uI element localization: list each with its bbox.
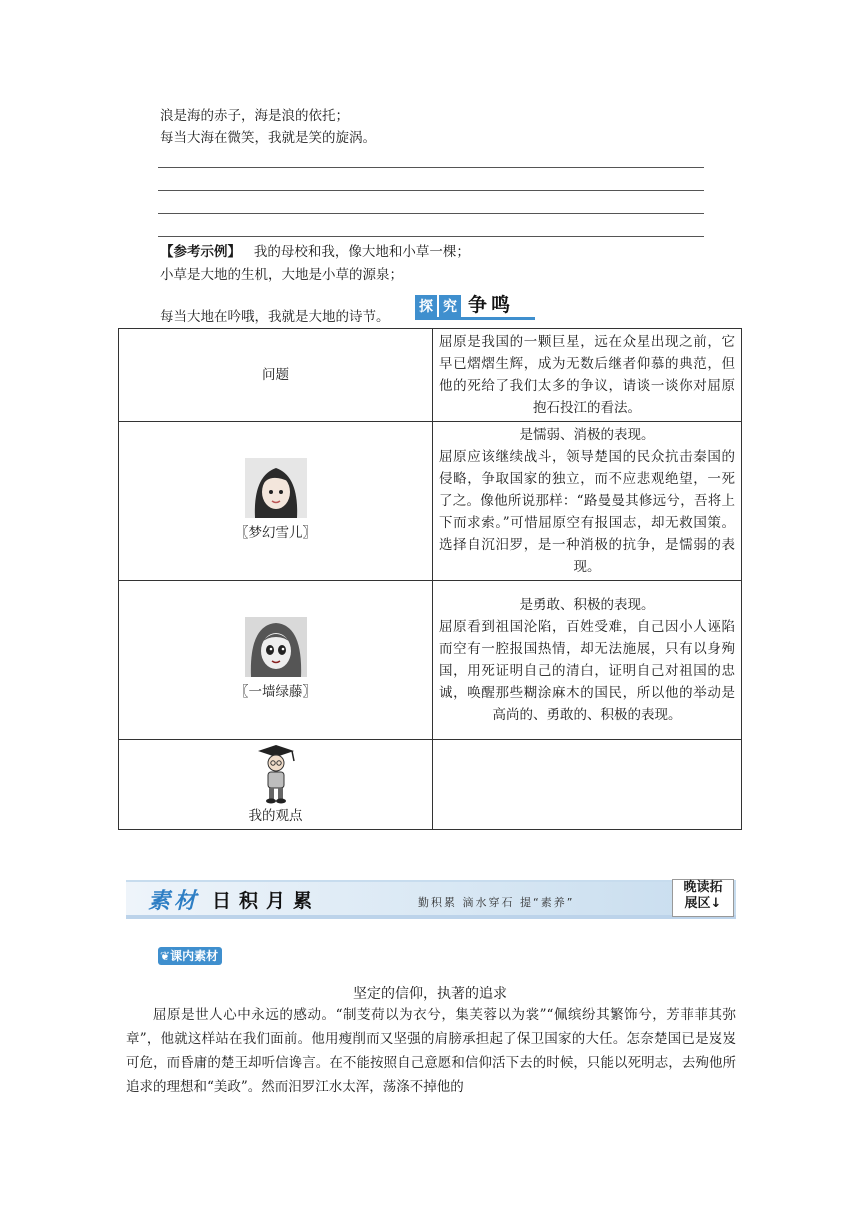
poem-line-1: 浪是海的赤子，海是浪的依托； <box>160 108 349 124</box>
question-text: 屈原是我国的一颗巨星，远在众星出现之前，它早已熠熠生辉，成为无数后继者仰慕的典范，但他的死给了我们太多的争议，请谈一谈你对屈原抱石投江的看法。 <box>433 329 742 422</box>
badge-char-2: 究 <box>439 295 461 317</box>
reference-line-3: 每当大地在吟哦，我就是大地的诗节。 <box>160 309 390 325</box>
poem-line-2: 每当大海在微笑，我就是笑的旋涡。 <box>160 130 376 146</box>
cartoon-girl-avatar-icon <box>245 617 307 677</box>
commenter-cell <box>119 581 433 740</box>
answer-line <box>158 167 704 168</box>
badge-char-1: 探 <box>415 295 437 317</box>
table-row <box>119 329 742 422</box>
commenter-cell <box>119 422 433 581</box>
my-view-label: 我的观点 <box>248 807 303 824</box>
debate-table <box>118 328 742 830</box>
question-label-cell <box>119 329 433 422</box>
opinion-head: 是懦弱、消极的表现。 <box>519 427 655 443</box>
inclass-tag <box>158 947 222 965</box>
badge-underline <box>415 317 535 320</box>
my-view-cell <box>119 740 433 830</box>
reference-label: 【参考示例】 <box>160 244 241 260</box>
question-label: 问题 <box>262 367 289 383</box>
opinion-cell <box>433 581 742 740</box>
girl-avatar-icon <box>245 458 307 518</box>
reference-line-2: 小草是大地的生机，大地是小草的源泉； <box>160 267 403 283</box>
debate-badge <box>415 290 535 320</box>
reference-text-1: 我的母校和我，像大地和小草一棵； <box>253 244 470 260</box>
reference-line-1 <box>160 242 470 262</box>
essay-text: 屈原是世人心中永远的感动。“制芰荷以为衣兮，集芙蓉以为裳”“佩缤纷其繁饰兮，芳菲菲其弥章”，他就这样站在我们面前。他用瘦削而又坚强的肩膀承担起了保卫国家的大任。怎奈楚国已是岌岌可危，而昏庸的楚王却听信谗言。在不能按照自己意愿和信仰活下去的时候，只能以死明志，去殉他所追求的理想和“美政”。然而汨罗江水太浑，荡涤不掉他的 <box>126 1007 736 1095</box>
banner-slogan: 勤积累 滴水穿石 提“素养” <box>418 896 575 909</box>
banner-stripe <box>126 915 736 919</box>
table-row <box>119 581 742 740</box>
commenter-name: 〖一墙绿藤〗 <box>235 684 316 700</box>
banner-title-a: 素材 <box>148 888 201 914</box>
avatar <box>245 617 307 677</box>
commenter-name: 〖梦幻雪儿〗 <box>235 525 316 541</box>
opinion-head: 是勇敢、积极的表现。 <box>519 597 655 613</box>
badge-title: 争鸣 <box>468 294 515 316</box>
answer-line <box>158 190 704 191</box>
answer-line <box>158 236 704 237</box>
table-row <box>119 740 742 830</box>
opinion-cell <box>433 422 742 581</box>
corner-line-1: 晚读拓 <box>683 880 723 895</box>
corner-line-2: 展区↓ <box>684 896 722 911</box>
opinion-body: 屈原应该继续战斗，领导楚国的民众抗击秦国的侵略，争取国家的独立，而不应悲观绝望，一死了之。像他所说那样：“路曼曼其修远兮，吾将上下而求索。”可惜屈原空有报国志，却无救国策。选择自沉汨罗，是一种消极的抗争，是懦弱的表现。 <box>439 449 735 575</box>
inclass-tag-label: 课内素材 <box>170 949 219 963</box>
graduate-student-icon <box>252 743 300 805</box>
avatar <box>245 458 307 518</box>
section-banner <box>126 880 736 916</box>
answer-line <box>158 213 704 214</box>
opinion-body: 屈原看到祖国沦陷，百姓受难，自己因小人诬陷而空有一腔报国热情，却无法施展，只有以身殉国，用死证明自己的清白，证明自己对祖国的忠诚，唤醒那些糊涂麻木的国民，所以他的举动是高尚的、勇敢的、积极的表现。 <box>439 619 735 723</box>
banner-title-b: 日积月累 <box>212 890 321 912</box>
leaf-icon: ❦ <box>160 949 171 963</box>
essay-title: 坚定的信仰，执著的追求 <box>353 986 507 1002</box>
banner-corner-box <box>672 879 734 917</box>
my-view-answer-cell <box>433 740 742 830</box>
table-row <box>119 422 742 581</box>
